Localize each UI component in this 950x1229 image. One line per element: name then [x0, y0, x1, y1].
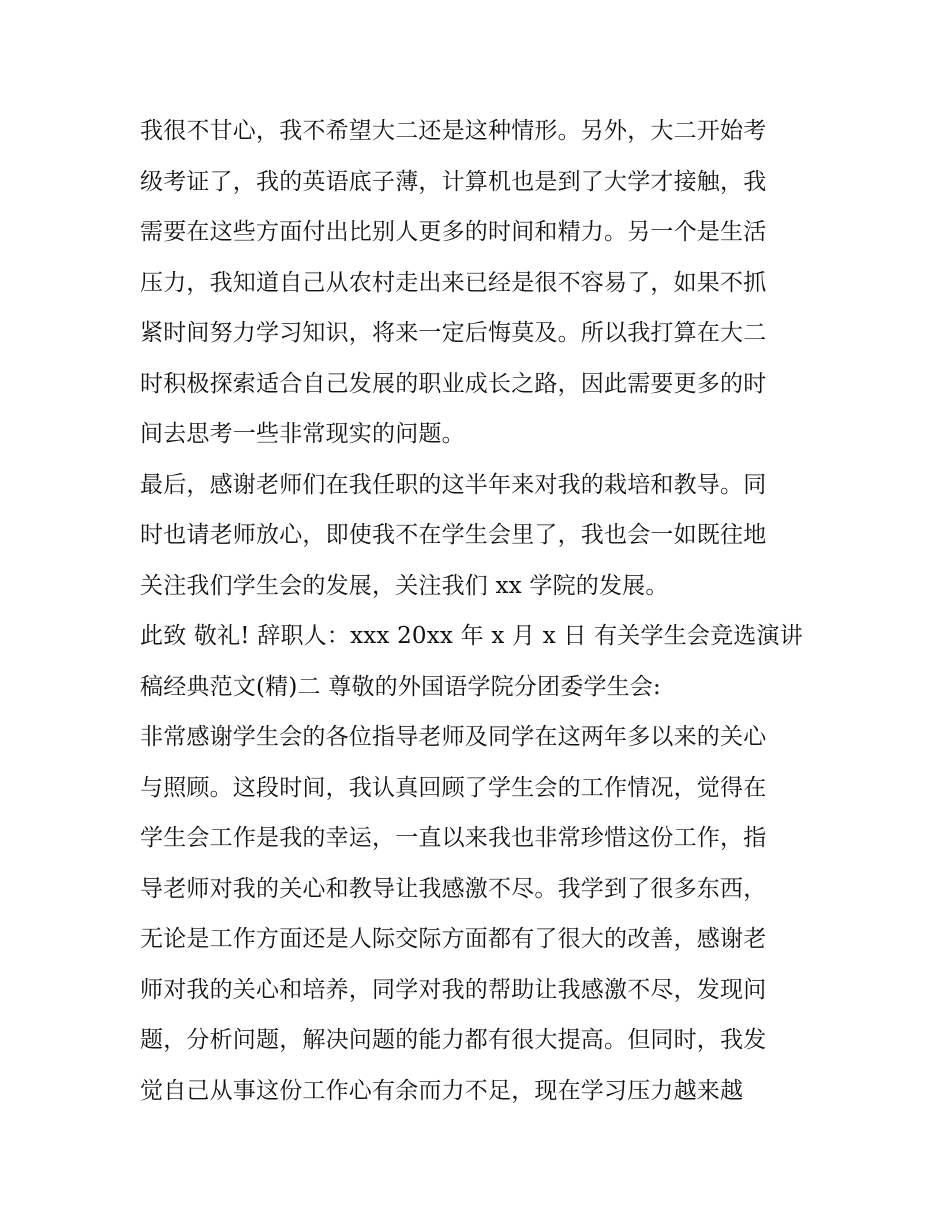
- text-line: 压力，我知道自己从农村走出来已经是很不容易了，如果不抓: [140, 269, 767, 296]
- text-line: 导老师对我的关心和教导让我感激不尽。我学到了很多东西，: [140, 875, 767, 902]
- text-line: 需要在这些方面付出比别人更多的时间和精力。另一个是生活: [140, 219, 767, 245]
- text-line: 最后，感谢老师们在我任职的这半年来对我的栽培和教导。同: [140, 471, 767, 498]
- text-line: 此致 敬礼! 辞职人：xxx 20xx 年 x 月 x 日 有关学生会竞选演讲: [140, 623, 803, 649]
- text-line: 觉自己从事这份工作心有余而力不足，现在学习压力越来越: [140, 1077, 744, 1104]
- text-line: 师对我的关心和培养，同学对我的帮助让我感激不尽，发现问: [140, 976, 767, 1003]
- text-line: 关注我们学生会的发展，关注我们 xx 学院的发展。: [140, 572, 669, 599]
- text-line: 紧时间努力学习知识，将来一定后悔莫及。所以我打算在大二: [140, 320, 767, 346]
- text-line: 题，分析问题，解决问题的能力都有很大提高。但同时，我发: [140, 1027, 767, 1053]
- text-line: 稿经典范文(精)二 尊敬的外国语学院分团委学生会:: [140, 673, 662, 700]
- text-line: 时也请老师放心，即使我不在学生会里了，我也会一如既往地: [140, 522, 767, 548]
- text-line: 学生会工作是我的幸运，一直以来我也非常珍惜这份工作，指: [140, 825, 767, 851]
- document-body: [140, 106, 820, 1116]
- text-line: 时积极探索适合自己发展的职业成长之路，因此需要更多的时: [140, 370, 767, 397]
- text-line: 我很不甘心，我不希望大二还是这种情形。另外，大二开始考: [140, 118, 767, 144]
- text-line: 与照顾。这段时间，我认真回顾了学生会的工作情况，觉得在: [140, 774, 767, 801]
- text-line: 级考证了，我的英语底子薄，计算机也是到了大学才接触，我: [140, 168, 767, 195]
- text-line: 非常感谢学生会的各位指导老师及同学在这两年多以来的关心: [140, 724, 767, 750]
- text-line: 无论是工作方面还是人际交际方面都有了很大的改善，感谢老: [140, 926, 767, 952]
- text-line: 间去思考一些非常现实的问题。: [140, 421, 465, 447]
